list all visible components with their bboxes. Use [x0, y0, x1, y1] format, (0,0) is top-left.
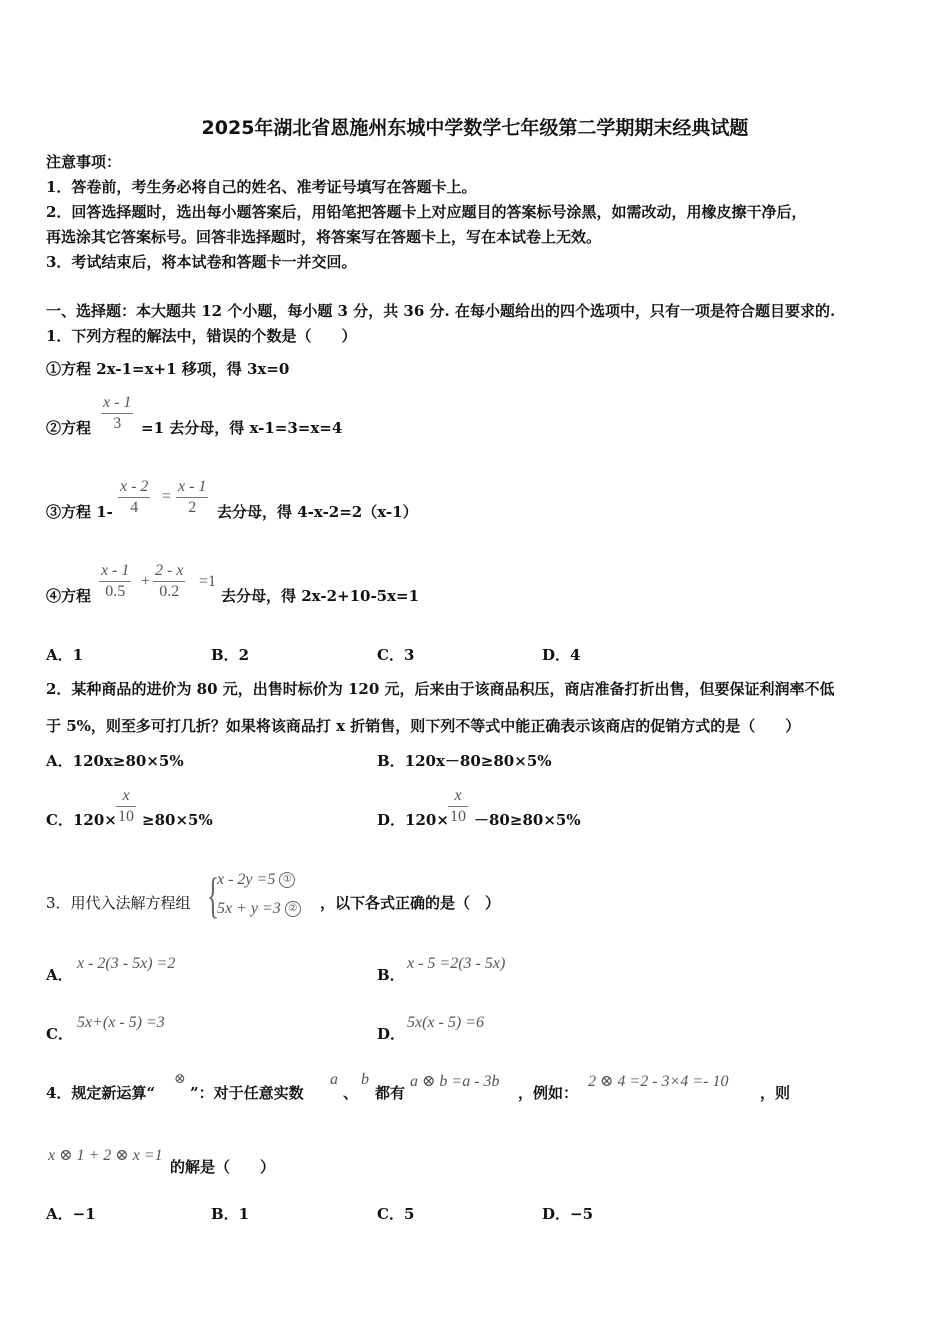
q1-statement-3-pre: ③方程 1-	[46, 503, 113, 521]
q4-stem-mid2: 都有	[375, 1084, 406, 1102]
notice-item-2-cont: 再选涂其它答案标号。回答非选择题时，将答案写在答题卡上，写在本试卷上无效。	[46, 228, 602, 246]
plus-sign: +	[141, 573, 151, 590]
q1-statement-2-post: =1 去分母，得 x-1=3=x=4	[141, 419, 343, 437]
q3-option-b-label[interactable]: B．	[377, 966, 405, 984]
fraction-denominator: 0.2	[159, 583, 180, 600]
fraction-denominator: 0.5	[105, 583, 126, 600]
q3-option-d-label[interactable]: D．	[377, 1025, 406, 1043]
q1-statement-4-pre: ④方程	[46, 587, 92, 605]
q2-line-1: 2．某种商品的进价为 80 元，出售时标价为 120 元，后来由于该商品积压，商店准备打折出售，但要保证利润率不低	[46, 680, 835, 698]
fraction-denominator: 10	[118, 808, 134, 825]
q1-statement-1: ①方程 2x-1=x+1 移项，得 3x=0	[46, 360, 290, 378]
q2-option-a[interactable]: A．120x≥80×5%	[46, 752, 184, 770]
q1-option-a[interactable]: A．1	[46, 646, 84, 664]
notice-item-1: 1．答卷前，考生务必将自己的姓名、准考证号填写在答题卡上。	[46, 178, 477, 196]
q3-equation-2: 5x + y =3 ②	[217, 900, 301, 918]
q4-stem-pre: 4．规定新运算“	[46, 1084, 156, 1102]
q3-stem-post: ，以下各式正确的是（ ）	[320, 894, 501, 912]
fraction-denominator: 10	[450, 808, 466, 825]
q3-option-a-label[interactable]: A．	[46, 966, 73, 984]
notice-heading: 注意事项：	[46, 153, 122, 171]
q1-statement-4-post: 去分母，得 2x-2+10-5x=1	[221, 587, 420, 605]
q1-option-b[interactable]: B．2	[211, 646, 250, 664]
q4-equation: x ⊗ 1 + 2 ⊗ x =1	[48, 1147, 163, 1164]
section-heading: 一、选择题：本大题共 12 个小题，每小题 3 分，共 36 分. 在每小题给出的四个选项中，只有一项是符合题目要求的.	[46, 302, 836, 320]
fraction-numerator: x	[116, 786, 136, 807]
otimes-operator: ⊗	[174, 1072, 186, 1087]
q1-option-c[interactable]: C．3	[377, 646, 415, 664]
fraction-numerator: x - 1	[99, 561, 131, 582]
fraction-denominator: 4	[130, 499, 139, 516]
q2-option-c-fraction	[116, 786, 136, 827]
q4-example: 2 ⊗ 4 =2 - 3×4 =- 10	[588, 1073, 729, 1090]
q2-option-d-post: －80≥80×5%	[474, 811, 581, 829]
q3-option-b[interactable]: x - 5 =2(3 - 5x)	[407, 955, 506, 972]
q2-option-c-post: ≥80×5%	[142, 811, 213, 829]
q4-definition: a ⊗ b =a - 3b	[410, 1073, 500, 1090]
q3-stem-pre: 3．用代入法解方程组	[46, 894, 191, 912]
q4-equation-post: 的解是（ ）	[170, 1158, 276, 1176]
q3-option-a[interactable]: x - 2(3 - 5x) =2	[77, 955, 176, 972]
q1-statement-2-pre: ②方程	[46, 419, 92, 437]
q2-option-d[interactable]: D．120×	[377, 811, 449, 829]
fraction-numerator: 2 - x	[153, 561, 185, 582]
q4-stem-post: ，则	[760, 1084, 791, 1102]
fraction-numerator: x - 1	[176, 477, 208, 498]
q1-statement-3-post: 去分母，得 4-x-2=2（x-1）	[217, 503, 418, 521]
notice-item-3: 3．考试结束后，将本试卷和答题卡一并交回。	[46, 253, 357, 271]
fraction-numerator: x - 1	[101, 393, 133, 414]
system-brace-icon: {	[207, 867, 219, 923]
q1-s4-fraction-2	[153, 561, 185, 602]
fraction-numerator: x	[448, 786, 468, 807]
equals-sign: =	[162, 488, 172, 505]
q2-option-b[interactable]: B．120x－80≥80×5%	[377, 752, 552, 770]
q1-stem: 1．下列方程的解法中，错误的个数是（ ）	[46, 327, 357, 345]
var-b: b	[361, 1071, 369, 1088]
page-title: 2025年湖北省恩施州东城中学数学七年级第二学期期末经典试题	[201, 117, 749, 139]
notice-item-2: 2．回答选择题时，选出每小题答案后，用铅笔把答题卡上对应题目的答案标号涂黑，如需改动，用橡皮擦干净后，	[46, 203, 807, 221]
q3-equation-1: x - 2y =5 ①	[217, 871, 295, 889]
q4-option-c[interactable]: C．5	[377, 1205, 415, 1223]
q1-s2-fraction	[101, 393, 133, 434]
q4-option-d[interactable]: D．−5	[542, 1205, 594, 1223]
q3-option-c-label[interactable]: C．	[46, 1025, 73, 1043]
q3-option-d[interactable]: 5x(x - 5) =6	[407, 1014, 484, 1031]
q1-s4-fraction-1	[99, 561, 131, 602]
q2-option-c[interactable]: C．120×	[46, 811, 117, 829]
q1-s3-fraction-1	[118, 477, 150, 518]
fraction-numerator: x - 2	[118, 477, 150, 498]
q4-stem-mid3: ，例如：	[518, 1084, 579, 1102]
q3-option-c[interactable]: 5x+(x - 5) =3	[77, 1014, 165, 1031]
q4-separator: 、	[343, 1084, 359, 1102]
fraction-denominator: 2	[188, 499, 197, 516]
q1-s3-fraction-2	[176, 477, 208, 518]
q4-stem-mid1: ”：对于任意实数	[190, 1084, 304, 1102]
var-a: a	[330, 1071, 338, 1088]
q1-option-d[interactable]: D．4	[542, 646, 581, 664]
q4-option-b[interactable]: B．1	[211, 1205, 250, 1223]
q2-line-2: 于 5%，则至多可打几折？如果将该商品打 x 折销售，则下列不等式中能正确表示该商店的促销方式的是（ ）	[46, 717, 801, 735]
q2-option-d-fraction	[448, 786, 468, 827]
q4-option-a[interactable]: A．−1	[46, 1205, 96, 1223]
fraction-denominator: 3	[113, 415, 122, 432]
equals-one: =1	[199, 573, 217, 590]
